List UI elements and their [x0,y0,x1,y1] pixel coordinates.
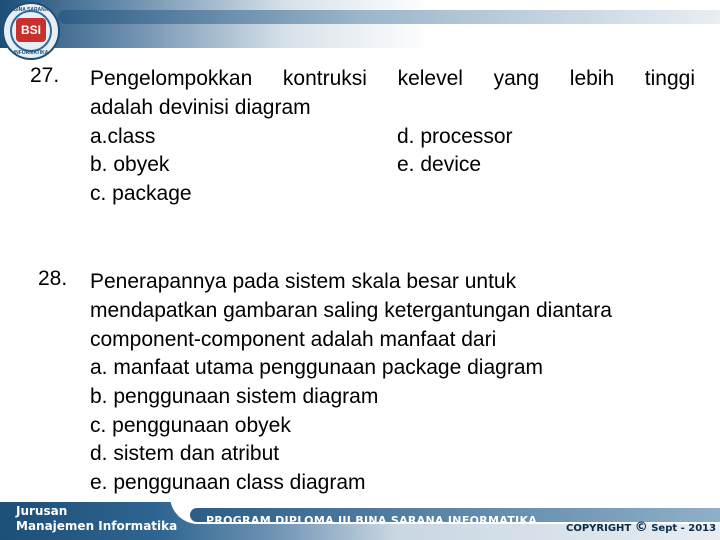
logo-mark: BSI [16,18,46,42]
copyright-date: Sept - 2013 [651,523,717,534]
stem-line: Pengelompokkan kontruksi kelevel yang lebih tinggi [90,67,695,90]
logo-ring-top-text: BINA SARANA [13,7,49,13]
question-stem [90,64,695,122]
question-27 [30,64,695,122]
option-b: b. penggunaan sistem diagram [90,385,379,408]
question-stem [90,267,695,354]
stem-line: adalah devinisi diagram [90,96,311,119]
option-c: c. penggunaan obyek [90,414,291,437]
option-d: d. sistem dan atribut [90,442,280,465]
department-line: Jurusan [16,504,68,518]
department-line: Manajemen Informatika [16,519,178,533]
option-a: a. manfaat utama penggunaan package diagram [90,356,543,379]
option-c: c. package [90,182,192,205]
department-label [16,504,177,534]
logo-ring-bottom-text: INFORMATIKA [13,50,49,56]
copyright-notice [566,520,716,535]
stem-line: mendapatkan gambaran saling ketergantungan diantara [90,299,612,322]
option-a: a.class [90,125,156,148]
question-28 [30,267,695,354]
option-e: e. penggunaan class diagram [90,471,366,494]
stem-line: component-component adalah manfaat dari [90,328,497,351]
question-number: 28. [38,267,68,290]
copyright-icon: © [634,520,648,535]
option-d: d. processor [397,125,513,148]
program-title: PROGRAM DIPLOMA III BINA SARANA INFORMATIKA [206,514,538,527]
stem-line: Penerapannya pada sistem skala besar untuk [90,270,517,293]
question-number: 27. [30,64,60,87]
option-b: b. obyek [90,153,170,176]
copyright-prefix: COPYRIGHT [566,523,632,534]
option-e: e. device [397,153,482,176]
